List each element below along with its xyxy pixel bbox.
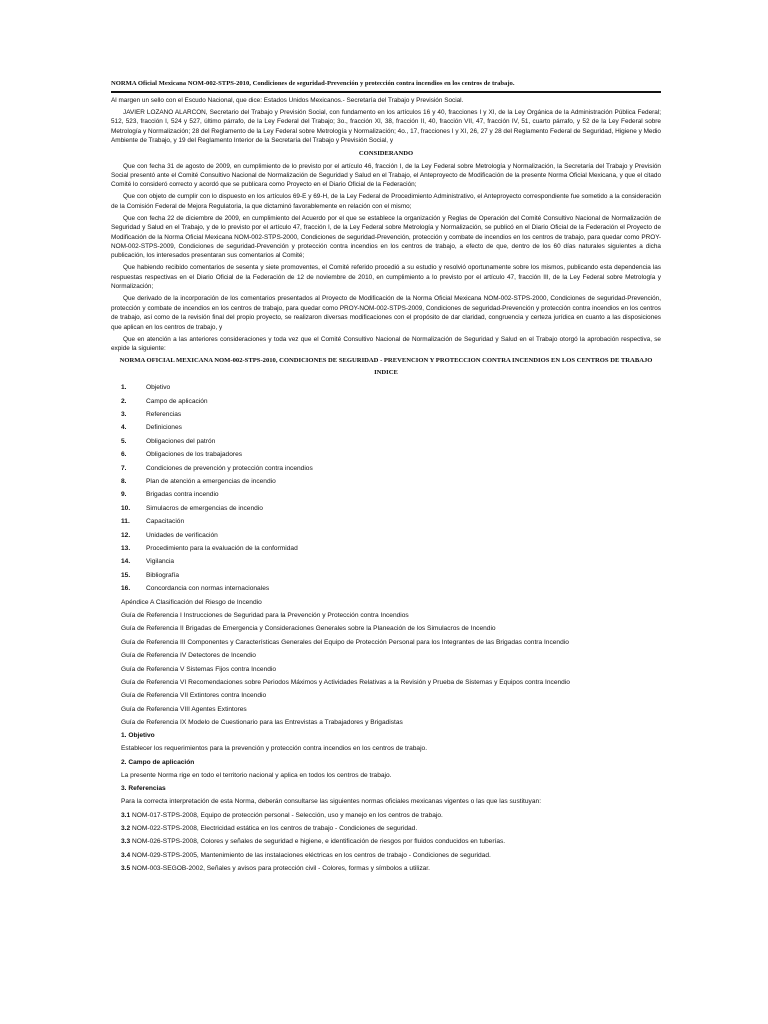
reference-item bbox=[111, 849, 661, 862]
index-item bbox=[111, 529, 661, 542]
reference-number: 3.1 bbox=[121, 811, 131, 819]
annex-item: Guía de Referencia IX Modelo de Cuestionario para las Entrevistas a Trabajadores y Brigadistas bbox=[121, 719, 403, 727]
index-heading: INDICE bbox=[374, 369, 398, 377]
annex-item: Apéndice A Clasificación del Riesgo de Incendio bbox=[121, 598, 262, 606]
reference-item bbox=[111, 822, 661, 835]
annex-item: Guía de Referencia VI Recomendaciones sobre Periodos Máximos y Actividades Relativas a la Revisión y Prueba de Sistemas y Equipos contra Incendio bbox=[121, 678, 570, 686]
index-number: 15. bbox=[121, 571, 131, 579]
index-label: Plan de atención a emergencias de incendio bbox=[146, 478, 276, 486]
index-item bbox=[111, 582, 661, 595]
index-label: Concordancia con normas internacionales bbox=[146, 585, 270, 593]
index-item bbox=[111, 515, 661, 528]
reference-number: 3.5 bbox=[121, 865, 131, 873]
annex-item: Guía de Referencia III Componentes y Características Generales del Equipo de Protección Personal para los Integrantes de las Brigadas contra Incendio bbox=[121, 638, 569, 646]
annex-item: Guía de Referencia II Brigadas de Emergencia y Consideraciones Generales sobre la Planeación de los Simulacros de Incendio bbox=[121, 625, 496, 633]
section-text-referencias: Para la correcta interpretación de esta Norma, deberán consultarse las siguientes normas oficiales mexicanas vigentes o las que las sustituyan: bbox=[121, 798, 542, 806]
index-item bbox=[111, 569, 661, 582]
index-item bbox=[111, 448, 661, 461]
section-title-objetivo: 1. Objetivo bbox=[121, 732, 155, 740]
considerando-paragraph: Que en atención a las anteriores consideraciones y toda vez que el Comité Consultivo Nacional de Normalización de Seguridad y Salud en el Trabajo otorgó la aprobación respectiva, se expide la siguiente: bbox=[111, 335, 661, 352]
reference-item bbox=[111, 835, 661, 848]
section-text-campo: La presente Norma rige en todo el territorio nacional y aplica en todos los centros de trabajo. bbox=[121, 771, 392, 779]
considerando-heading: CONSIDERANDO bbox=[358, 149, 414, 157]
index-item bbox=[111, 542, 661, 555]
considerando-paragraph: Que con fecha 22 de diciembre de 2009, en cumplimiento del Acuerdo por el que se establece la organización y Reglas de Operación del Comité Consultivo Nacional de Normalización de Seguridad y Salud en el Trabajo, y de lo previsto por el artículo 47, fracción I, de la Ley Federal sobre Metrología y Normalización, se publicó en el Diario Oficial de la Federación el Proyecto de Modificación de la Norma Oficial Mexicana NOM-002-STPS-2000, Condiciones de seguridad-Prevención, protección y combate de incendios en los centros de trabajo, para quedar como PROY-NOM-002-STPS-2009, Condiciones de seguridad-Prevención y protección contra incendios en los centros de trabajo, a efecto de que, dentro de los 60 días naturales siguientes a dicha publicación, los interesados presentaran sus comentarios al Comité; bbox=[111, 214, 661, 260]
index-number: 12. bbox=[121, 531, 131, 539]
annex-item: Guía de Referencia VII Extintores contra Incendio bbox=[121, 692, 267, 700]
index-number: 4. bbox=[121, 424, 127, 432]
index-number: 2. bbox=[121, 397, 127, 405]
reference-text: NOM-003-SEGOB-2002, Señales y avisos para protección civil - Colores, formas y símbolos a utilizar. bbox=[132, 865, 430, 873]
index-item bbox=[111, 435, 661, 448]
index-number: 14. bbox=[121, 558, 131, 566]
index-item bbox=[111, 408, 661, 421]
reference-number: 3.2 bbox=[121, 825, 131, 833]
index-label: Capacitación bbox=[146, 518, 185, 526]
section-title-campo: 2. Campo de aplicación bbox=[121, 758, 195, 766]
index-item bbox=[111, 555, 661, 568]
reference-text: NOM-026-STPS-2008, Colores y señales de seguridad e higiene, e identificación de riesgos por fluidos conducidos en tuberías. bbox=[132, 838, 506, 846]
annex-item: Guía de Referencia V Sistemas Fijos contra Incendio bbox=[121, 665, 277, 673]
section-text-objetivo: Establecer los requerimientos para la prevención y protección contra incendios en los centros de trabajo. bbox=[121, 745, 428, 753]
reference-number: 3.4 bbox=[121, 851, 131, 859]
intro-paragraph: Al margen un sello con el Escudo Nacional, que dice: Estados Unidos Mexicanos.- Secretaría del Trabajo y Previsión Social. bbox=[111, 97, 464, 104]
index-item bbox=[111, 395, 661, 408]
considerando-paragraph: Que con objeto de cumplir con lo dispuesto en los artículos 69-E y 69-H, de la Ley Federal de Procedimiento Administrativo, el Anteproyecto correspondiente fue sometido a la consideración de la Comisión Federal de Mejora Regulatoria, la que dictaminó favorablemente en relación con el mismo; bbox=[111, 193, 661, 210]
intro-paragraph: JAVIER LOZANO ALARCON, Secretario del Trabajo y Previsión Social, con fundamento en los artículos 16 y 40, fracciones I y XI, de la Ley Orgánica de la Administración Pública Federal; 512, 523, fracción I, 524 y 527, último párrafo, de la Ley Federal del Trabajo; 3o., fracción XI, 38, fracción II, 40, fracción VII, 47, fracción IV, 51, cuarto párrafo, y 52 de la Ley Federal sobre Metrología y Normalización; 28 del Reglamento de la Ley Federal sobre Metrología y Normalización; 4o., 17, fracciones I y XI, 26, 27 y 28 del Reglamento Federal de Seguridad, Higiene y Medio Ambiente de Trabajo, y 19 del Reglamento Interior de la Secretaría del Trabajo y Previsión Social, y bbox=[111, 109, 661, 145]
index-number: 7. bbox=[121, 464, 127, 472]
index-label: Vigilancia bbox=[146, 558, 175, 566]
index-list bbox=[111, 381, 661, 595]
considerando-paragraph: Que derivado de la incorporación de los comentarios presentados al Proyecto de Modificación de la Norma Oficial Mexicana NOM-002-STPS-2000, Condiciones de seguridad-Prevención, protección y combate de incendios en los centros de trabajo, para quedar como PROY-NOM-002-STPS-2009, Condiciones de seguridad-Prevención y protección contra incendios en los centros de trabajo, así como de la revisión final del propio proyecto, se realizaron diversas modificaciones con el propósito de dar claridad, congruencia y certeza jurídica en cuanto a las disposiciones que aplican en los centros de trabajo, y bbox=[111, 295, 661, 331]
index-number: 3. bbox=[121, 411, 127, 419]
index-label: Objetivo bbox=[146, 384, 171, 392]
index-number: 8. bbox=[121, 478, 127, 486]
index-label: Unidades de verificación bbox=[146, 531, 218, 539]
index-label: Simulacros de emergencias de incendio bbox=[146, 504, 263, 512]
document-page bbox=[111, 0, 661, 876]
index-item bbox=[111, 381, 661, 394]
index-label: Campo de aplicación bbox=[146, 397, 208, 405]
section-title-referencias: 3. Referencias bbox=[121, 785, 166, 793]
index-item bbox=[111, 421, 661, 434]
document-title: NORMA Oficial Mexicana NOM-002-STPS-2010, Condiciones de seguridad-Prevención y protección contra incendios en los centros de trabajo. bbox=[111, 79, 661, 93]
annex-item: Guía de Referencia I Instrucciones de Seguridad para la Prevención y Protección contra Incendios bbox=[121, 611, 409, 619]
index-number: 11. bbox=[121, 518, 130, 526]
index-label: Condiciones de prevención y protección contra incendios bbox=[146, 464, 313, 472]
index-number: 1. bbox=[121, 384, 127, 392]
index-number: 9. bbox=[121, 491, 127, 499]
considerando-paragraph: Que con fecha 31 de agosto de 2009, en cumplimiento de lo previsto por el artículo 46, fracción I, de la Ley Federal sobre Metrología y Normalización, la Secretaría del Trabajo y Previsión Social presentó ante el Comité Consultivo Nacional de Normalización de Seguridad y Salud en el Trabajo, el Anteproyecto de Modificación de la presente Norma Oficial Mexicana, y que el citado Comité lo consideró correcto y acordó que se publicara como Proyecto en el Diario Oficial de la Federación; bbox=[111, 162, 661, 189]
index-number: 6. bbox=[121, 451, 127, 459]
index-item bbox=[111, 488, 661, 501]
index-label: Referencias bbox=[146, 411, 182, 419]
annex-item: Guía de Referencia IV Detectores de Incendio bbox=[121, 652, 256, 660]
reference-text: NOM-017-STPS-2008, Equipo de protección personal - Selección, uso y manejo en los centros de trabajo. bbox=[132, 811, 443, 819]
reference-text: NOM-022-STPS-2008, Electricidad estática en los centros de trabajo - Condiciones de seguridad. bbox=[132, 825, 418, 833]
reference-text: NOM-029-STPS-2005, Mantenimiento de las instalaciones eléctricas en los centros de trabajo - Condiciones de seguridad. bbox=[132, 851, 491, 859]
annex-list bbox=[111, 596, 661, 730]
index-label: Obligaciones de los trabajadores bbox=[146, 451, 243, 459]
reference-item bbox=[111, 809, 661, 822]
index-number: 16. bbox=[121, 585, 131, 593]
index-label: Bibliografía bbox=[146, 571, 179, 579]
index-label: Definiciones bbox=[146, 424, 182, 432]
index-label: Procedimiento para la evaluación de la conformidad bbox=[146, 545, 298, 552]
reference-item bbox=[111, 862, 661, 875]
index-number: 10. bbox=[121, 504, 131, 512]
index-item bbox=[111, 475, 661, 488]
reference-number: 3.3 bbox=[121, 838, 131, 846]
considerando-paragraph: Que habiendo recibido comentarios de sesenta y siete promoventes, el Comité referido procedió a su estudio y resolvió oportunamente sobre los mismos, publicando esta dependencia las respuestas respectivas en el Diario Oficial de la Federación de 12 de noviembre de 2010, en cumplimiento a lo previsto por el artículo 47, fracción III, de la Ley Federal sobre Metrología y Normalización; bbox=[111, 264, 661, 291]
norm-heading: NORMA OFICIAL MEXICANA NOM-002-STPS-2010, CONDICIONES DE SEGURIDAD - PREVENCION Y PROTECCION CONTRA INCENDIOS EN LOS CENTROS DE TRABAJO bbox=[119, 357, 653, 365]
index-item bbox=[111, 502, 661, 515]
index-item bbox=[111, 462, 661, 475]
index-label: Obligaciones del patrón bbox=[146, 437, 216, 445]
index-number: 13. bbox=[121, 545, 131, 552]
index-number: 5. bbox=[121, 437, 127, 445]
index-label: Brigadas contra incendio bbox=[146, 491, 219, 499]
annex-item: Guía de Referencia VIII Agentes Extintores bbox=[121, 705, 247, 713]
